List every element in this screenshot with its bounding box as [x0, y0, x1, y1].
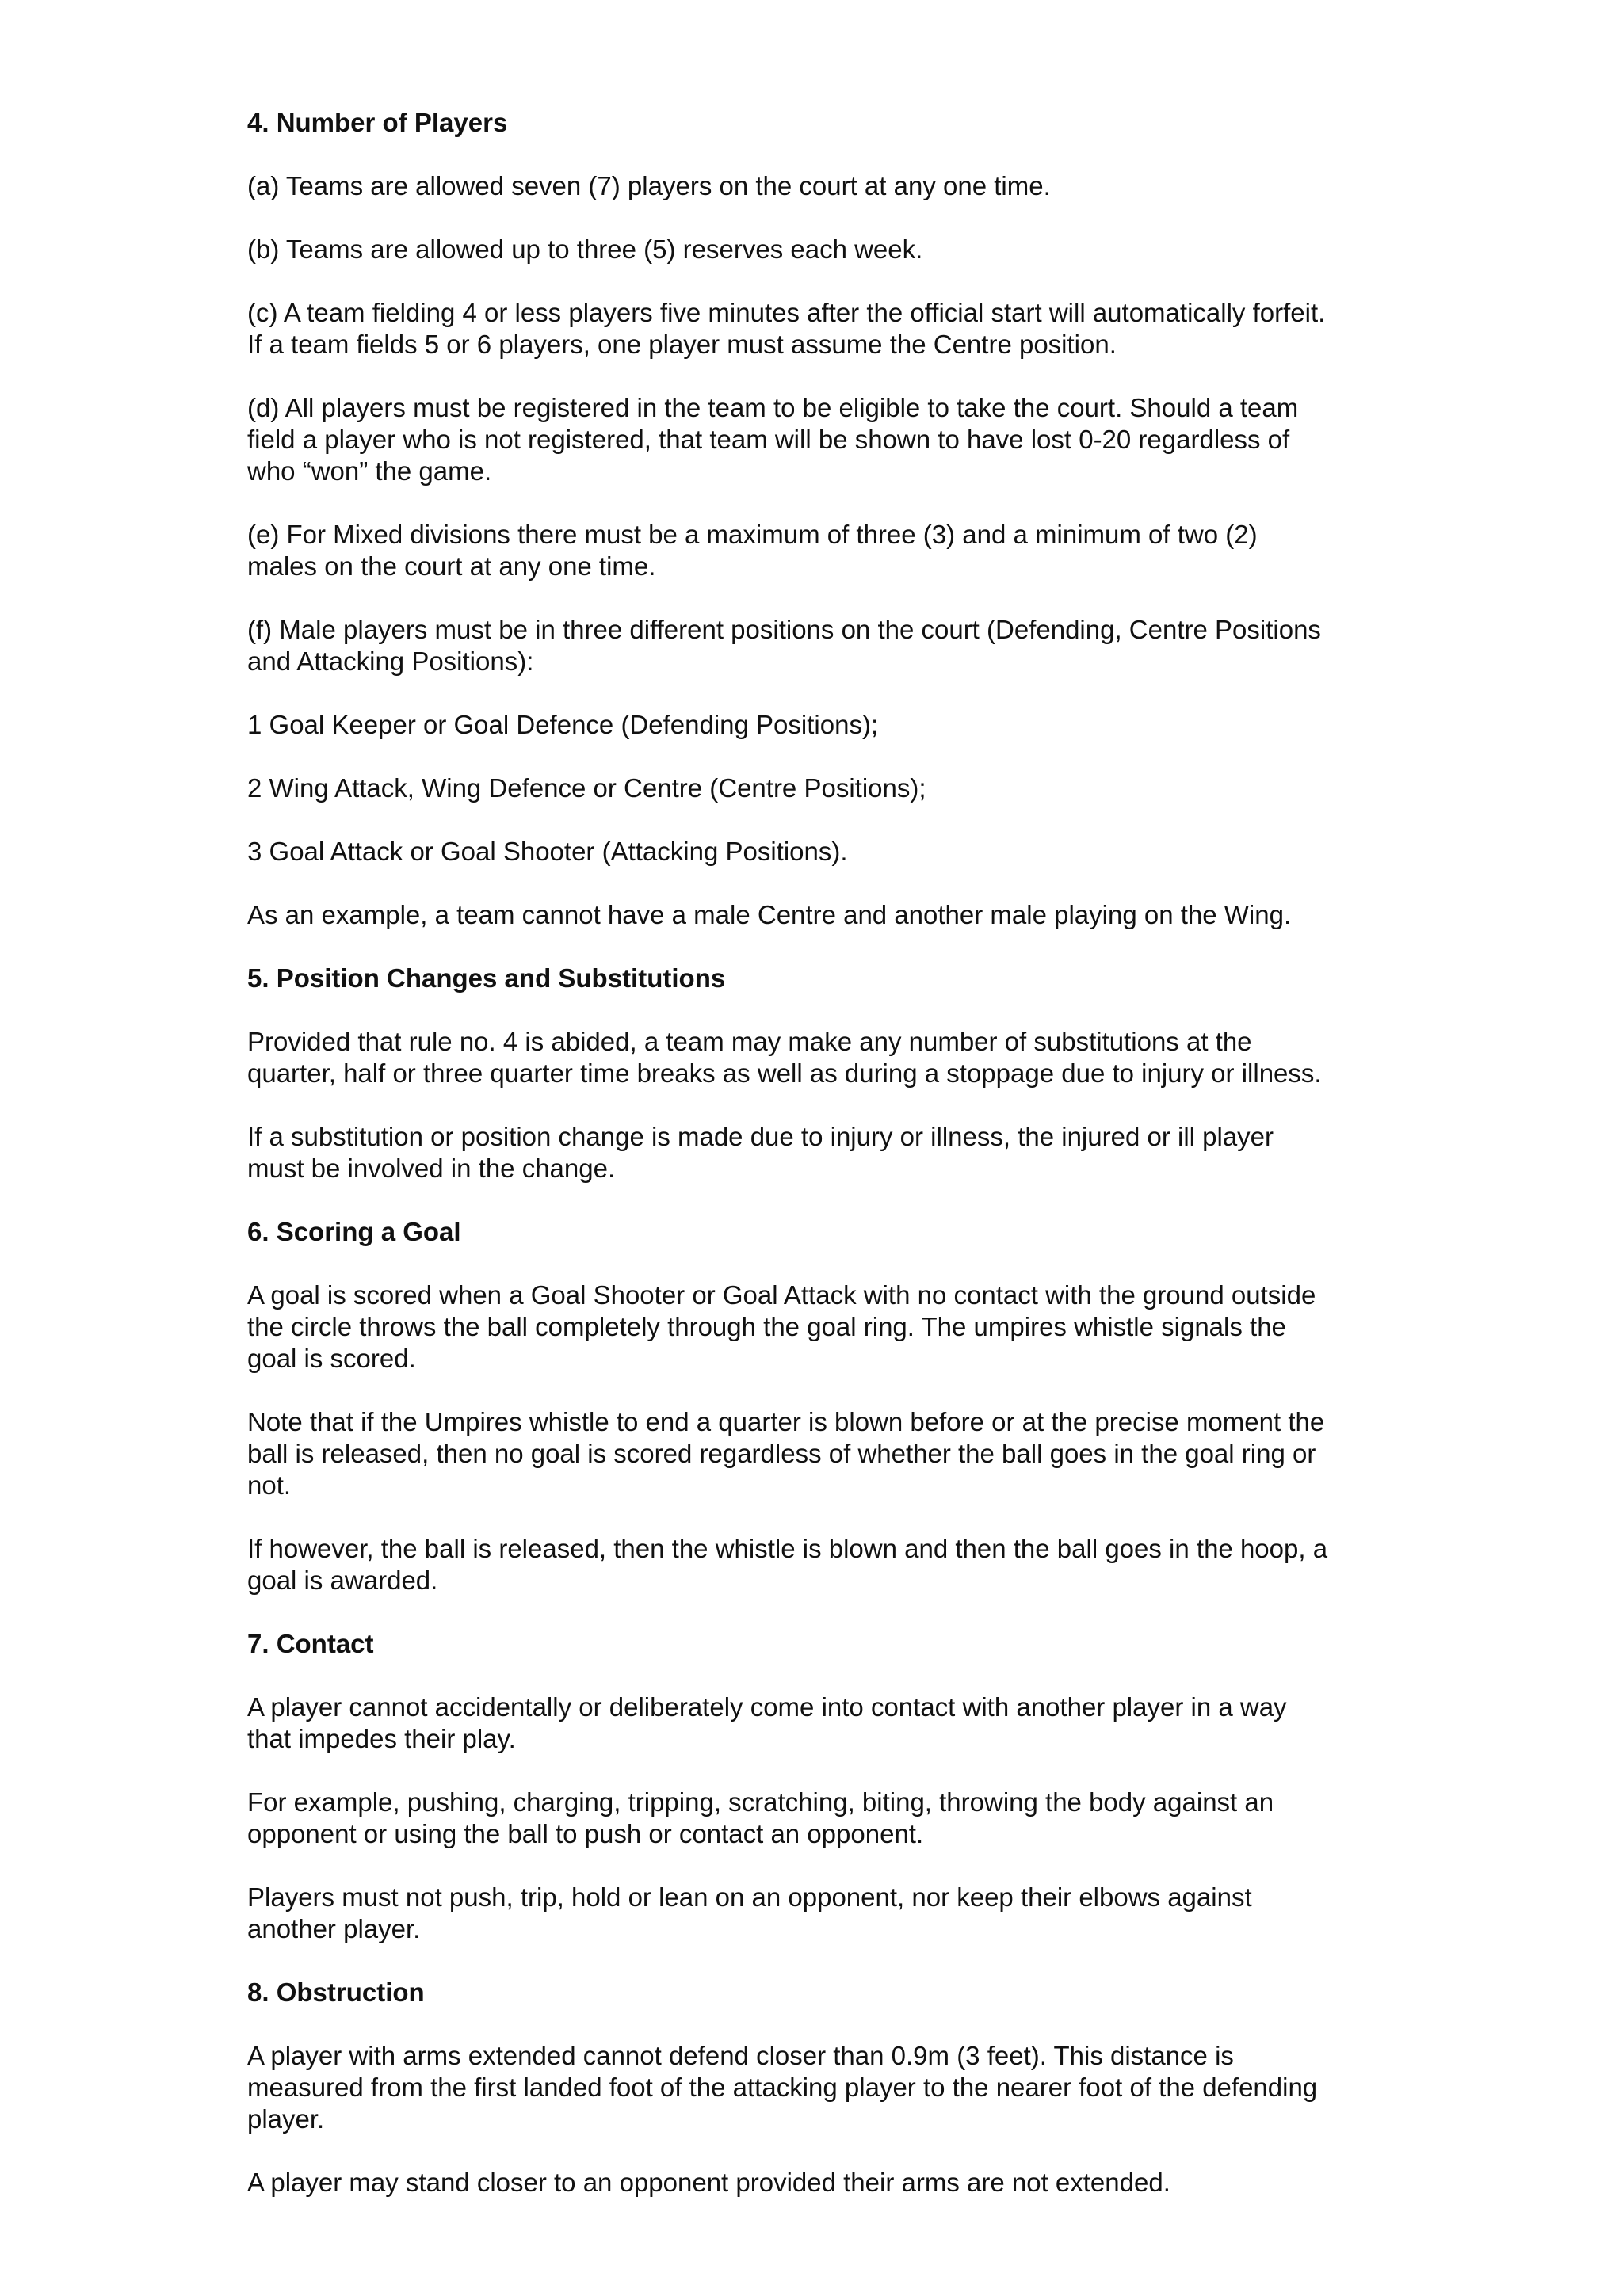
- paragraph: As an example, a team cannot have a male Centre and another male playing on the Wing.: [247, 900, 1292, 929]
- section-heading-number-of-players: 4. Number of Players: [247, 108, 508, 137]
- document-page: [247, 107, 1404, 2230]
- paragraph: (b) Teams are allowed up to three (5) reserves each week.: [247, 235, 923, 264]
- paragraph: (a) Teams are allowed seven (7) players on the court at any one time.: [247, 171, 1051, 200]
- paragraph: 2 Wing Attack, Wing Defence or Centre (Centre Positions);: [247, 773, 926, 803]
- paragraph: Players must not push, trip, hold or lean on an opponent, nor keep their elbows against another player.: [247, 1882, 1252, 1943]
- section-heading-obstruction: 8. Obstruction: [247, 1978, 425, 2007]
- paragraph: Note that if the Umpires whistle to end a quarter is blown before or at the precise moment the ball is released, then no goal is scored regardless of whether the ball goes in the goal ring or not.: [247, 1407, 1325, 1500]
- paragraph: (f) Male players must be in three different positions on the court (Defending, Centre Positions and Attacking Positions):: [247, 615, 1321, 676]
- section-heading-contact: 7. Contact: [247, 1629, 374, 1658]
- paragraph: (e) For Mixed divisions there must be a maximum of three (3) and a minimum of two (2) males on the court at any one time.: [247, 520, 1258, 581]
- paragraph: If however, the ball is released, then the whistle is blown and then the ball goes in the hoop, a goal is awarded.: [247, 1534, 1328, 1595]
- section-heading-scoring-a-goal: 6. Scoring a Goal: [247, 1217, 461, 1246]
- paragraph: A player with arms extended cannot defend closer than 0.9m (3 feet). This distance is measured from the first landed foot of the attacking player to the nearer foot of the defending player.: [247, 2041, 1318, 2134]
- paragraph: (d) All players must be registered in the team to be eligible to take the court. Should a team field a player who is not registered, that team will be shown to have lost 0-20 regardless of who “won” the game.: [247, 393, 1299, 486]
- paragraph: Provided that rule no. 4 is abided, a team may make any number of substitutions at the quarter, half or three quarter time breaks as well as during a stoppage due to injury or illness.: [247, 1027, 1322, 1088]
- paragraph: A goal is scored when a Goal Shooter or Goal Attack with no contact with the ground outside the circle throws the ball completely through the goal ring. The umpires whistle signals the goal is scored.: [247, 1280, 1316, 1373]
- paragraph: For example, pushing, charging, tripping, scratching, biting, throwing the body against an opponent or using the ball to push or contact an opponent.: [247, 1787, 1274, 1848]
- paragraph: A player may stand closer to an opponent provided their arms are not extended.: [247, 2168, 1170, 2197]
- paragraph: 3 Goal Attack or Goal Shooter (Attacking Positions).: [247, 837, 848, 866]
- paragraph: If a substitution or position change is made due to injury or illness, the injured or ill player must be involved in the change.: [247, 1122, 1274, 1183]
- paragraph: A player cannot accidentally or deliberately come into contact with another player in a way that impedes their play.: [247, 1692, 1287, 1753]
- section-heading-position-changes: 5. Position Changes and Substitutions: [247, 963, 726, 993]
- paragraph: 1 Goal Keeper or Goal Defence (Defending Positions);: [247, 710, 879, 739]
- paragraph: (c) A team fielding 4 or less players five minutes after the official start will automatically forfeit. If a team fields 5 or 6 players, one player must assume the Centre position.: [247, 298, 1326, 359]
